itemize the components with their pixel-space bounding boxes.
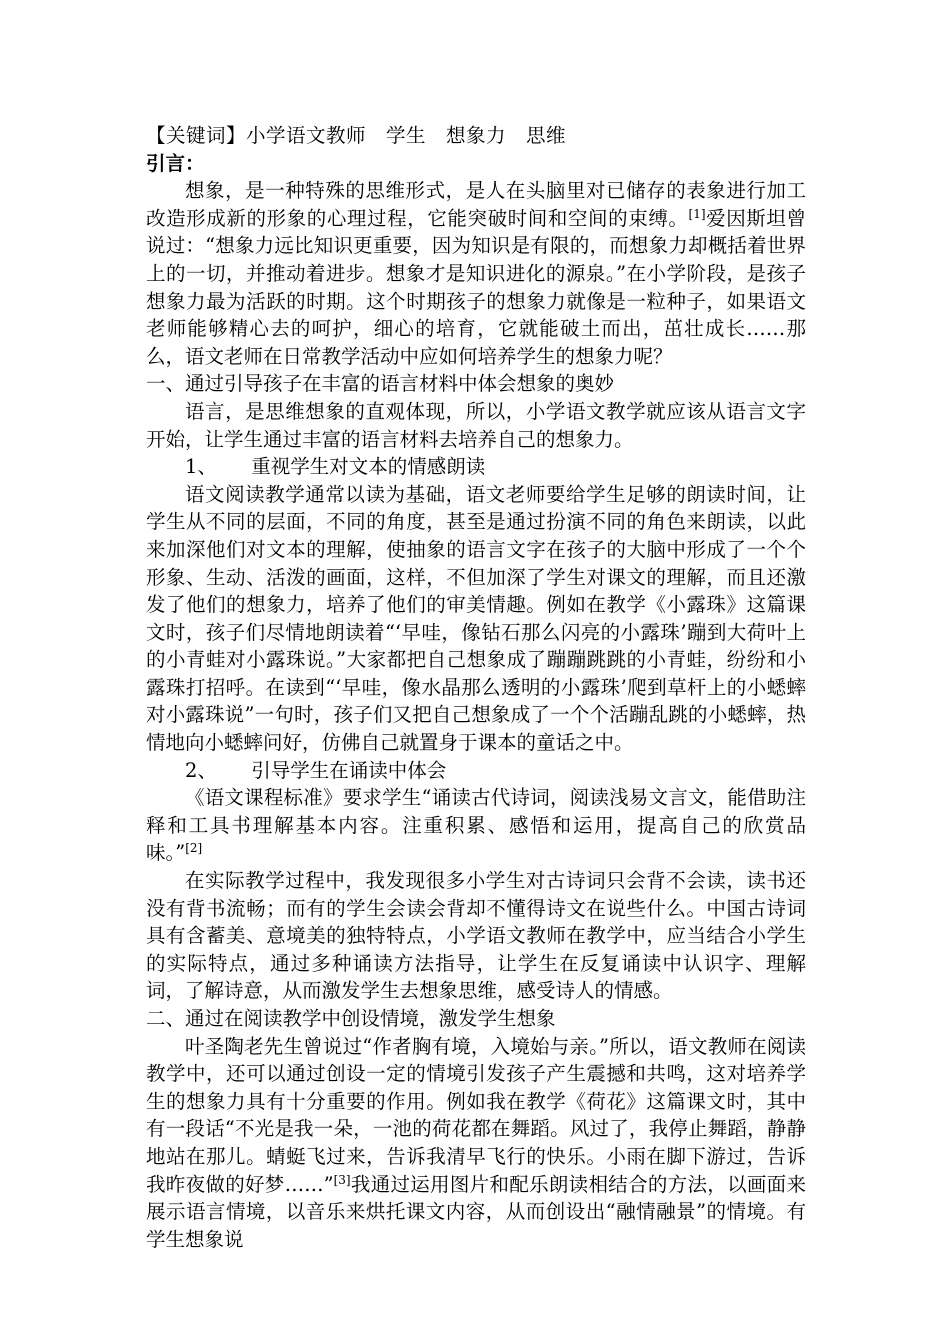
keywords-line <box>146 122 806 150</box>
subsection-2-heading <box>146 757 806 785</box>
intro-heading: 引言： <box>146 151 205 175</box>
subsection-1-paragraph: 语文阅读教学通常以读为基础，语文老师要给学生足够的朗读时间，让学生从不同的层面，不同的角度，甚至是通过扮演不同的角色来朗读，以此来加深他们对文本的理解，使抽象的语言文字在孩子的大脑中形成了一个个形象、生动、活泼的画面，这样，不但加深了学生对课文的理解，而且还激发了他们的想象力，培养了他们的审美情趣。例如在教学《小露珠》这篇课文时，孩子们尽情地朗读着“‘早哇，像钻石那么闪亮的小露珠’蹦到大荷叶上的小青蛙对小露珠说。”大家都把自己想象成了蹦蹦跳跳的小青蛙，纷纷和小露珠打招呼。在读到“‘早哇，像水晶那么透明的小露珠’爬到草杆上的小蟋蟀对小露珠说”一句时，孩子们又把自己想象成了一个个活蹦乱跳的小蟋蟀，热情地向小蟋蟀问好，仿佛自己就置身于课本的童话之中。 <box>146 482 806 755</box>
section-1-title: 一、通过引导孩子在丰富的语言材料中体会想象的奥妙 <box>146 372 615 396</box>
intro-text-1: 想象，是一种特殊的思维形式，是人在头脑里对已储存的表象进行加工改造形成新的形象的心理过程，它能突破时间和空间的束缚。 <box>146 179 806 230</box>
section-1-paragraph: 语言，是思维想象的直观体现，所以，小学语文教学就应该从语言文字开始，让学生通过丰富的语言材料去培养自己的想象力。 <box>146 399 806 451</box>
reference-2: [2] <box>185 841 203 856</box>
reference-1: [1] <box>688 206 706 221</box>
keywords-terms: 小学语文教师 学生 想象力 思维 <box>246 124 567 147</box>
section-2-title: 二、通过在阅读教学中创设情境，激发学生想象 <box>146 1007 556 1030</box>
subsection-1-title: 重视学生对文本的情感朗读 <box>251 455 486 479</box>
reference-3: [3] <box>333 1172 351 1187</box>
intro-paragraph <box>146 177 806 370</box>
document-body <box>146 122 806 1253</box>
subsection-2-paragraph-2: 在实际教学过程中，我发现很多小学生对古诗词只会背不会读，读书还没有背书流畅；而有的学生会读会背却不懂得诗文在说些什么。中国古诗词具有含蓄美、意境美的独特特点，小学语文教师在教学中，应当结合小学生的实际特点，通过多种诵读方法指导，让学生在反复诵读中认识字、理解词，了解诗意，从而激发学生去想象思维，感受诗人的情感。 <box>146 869 806 1003</box>
subsection-2-text: 《语文课程标准》要求学生“诵读古代诗词，阅读浅易文言文，能借助注释和工具书理解基本内容。注重积累、感悟和运用，提高自己的欣赏品味。” <box>146 786 806 865</box>
subsection-2-paragraph-1 <box>146 784 806 867</box>
section-2-text-1: 叶圣陶老先生曾说过“作者胸有境，入境始与亲。”所以，语文教师在阅读教学中，还可以通过创设一定的情境引发孩子产生震撼和共鸣，这对培养学生的想象力具有十分重要的作用。例如我在教学《荷花》这篇课文时，其中有一段话“不光是我一朵，一池的荷花都在舞蹈。风过了，我停止舞蹈，静静地站在那儿。蜻蜓飞过来，告诉我清早飞行的快乐。小雨在脚下游过，告诉我昨夜做的好梦……” <box>146 1034 806 1196</box>
subsection-1-number: 1、 <box>185 455 217 479</box>
intro-text-2: 爱因斯坦曾说过：“想象力远比知识更重要，因为知识是有限的，而想象力却概括着世界上的一切，并推动着进步。想象才是知识进化的源泉。”在小学阶段，是孩子想象力最为活跃的时期。这个时期孩子的想象力就像是一粒种子，如果语文老师能够精心去的呵护，细心的培育，它就能破土而出，茁壮成长……那么，语文老师在日常教学活动中应如何培养学生的想象力呢？ <box>146 206 806 368</box>
section-2-text-2: 我通过运用图片和配乐朗读相结合的方法，以画面来展示语言情境，以音乐来烘托课文内容，从而创设出“融情融景”的情境。有学生想象说 <box>146 1172 806 1251</box>
keywords-label: 【关键词】 <box>146 124 247 147</box>
subsection-2-number: 2、 <box>185 758 217 782</box>
section-2-paragraph <box>146 1033 806 1254</box>
subsection-2-title: 引导学生在诵读中体会 <box>251 758 447 782</box>
subsection-1-heading <box>146 453 806 481</box>
